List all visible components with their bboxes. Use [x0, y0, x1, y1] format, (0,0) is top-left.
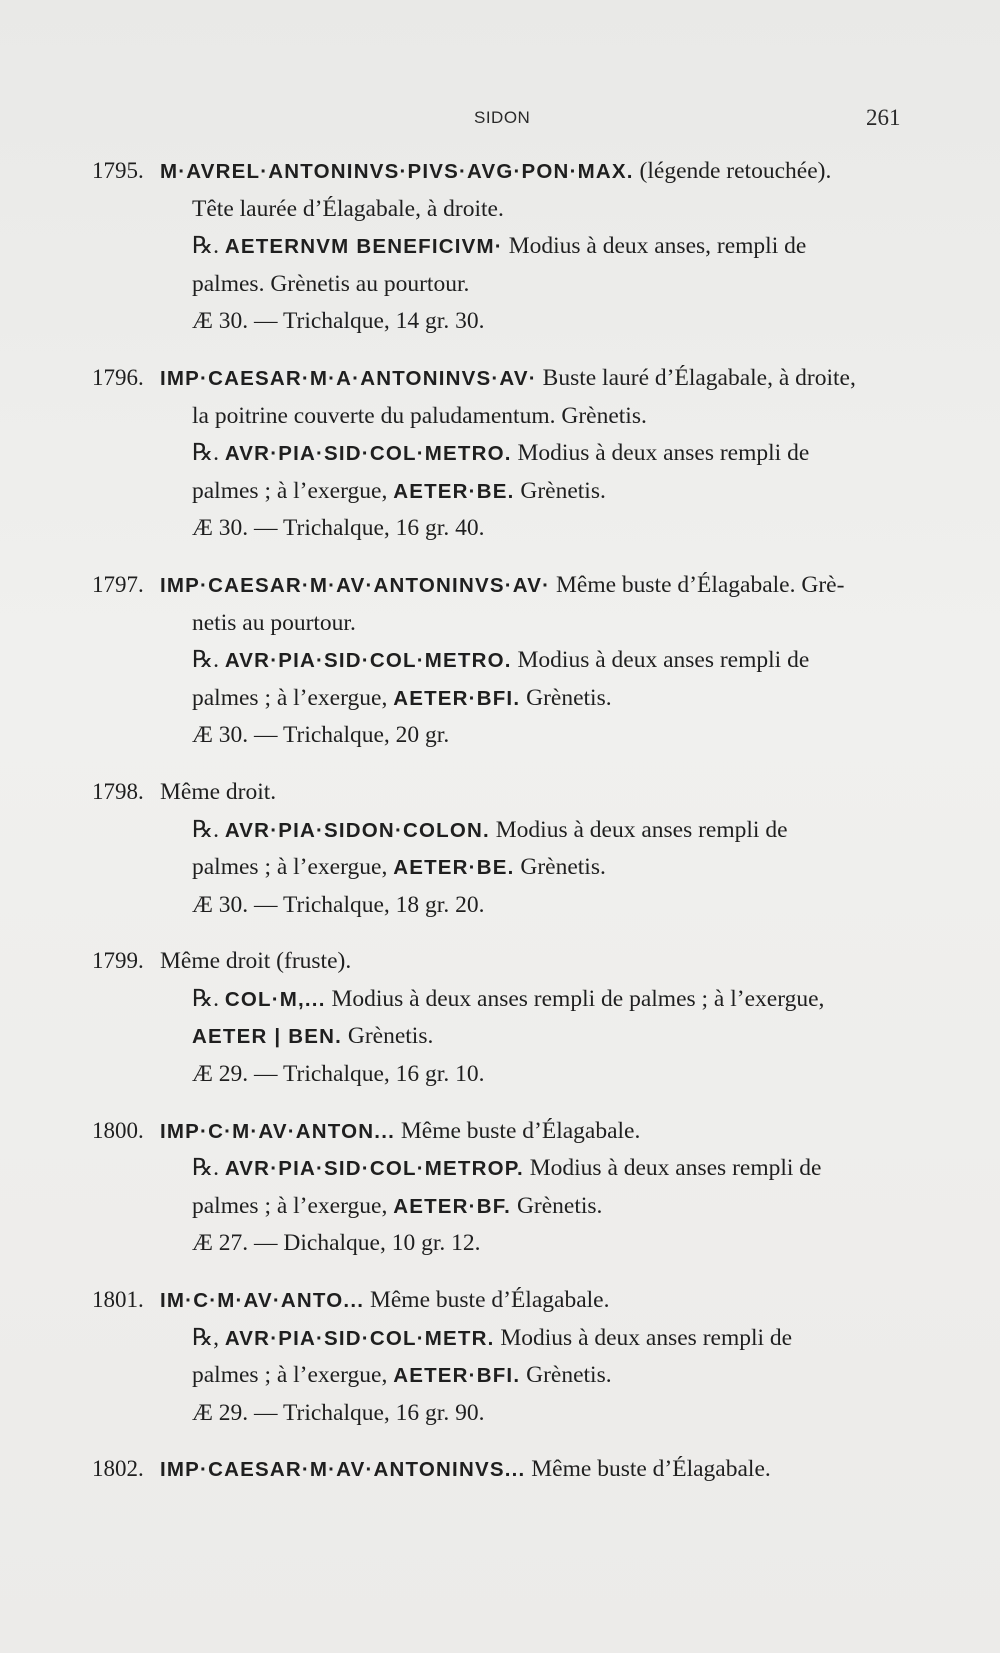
- description-text: Grènetis.: [520, 684, 612, 711]
- coin-legend: AVR·PIA·SIDON·COLON.: [224, 818, 490, 842]
- entry-line: [92, 1150, 912, 1188]
- page-header: [0, 105, 1000, 138]
- coin-legend: AETER·BF.: [393, 1194, 512, 1218]
- description-text: Modius à deux anses rempli de: [494, 1324, 793, 1351]
- entry-line: [92, 1056, 912, 1094]
- entry-line: [92, 191, 912, 229]
- entry-line: [92, 1357, 912, 1395]
- description-text: Modius à deux anses rempli de palmes ; à l’exergue,: [325, 985, 825, 1012]
- entry-line: [92, 266, 912, 304]
- entry-line: [92, 680, 912, 718]
- description-text: ℞.: [192, 816, 225, 843]
- description-text: ℞.: [192, 233, 225, 260]
- entry-number: 1795.: [92, 158, 144, 183]
- entry-number: 1801.: [92, 1287, 144, 1313]
- description-text: Même buste d’Élagabale.: [395, 1117, 641, 1144]
- entry-number: 1797.: [92, 571, 144, 597]
- entry-number: 1798.: [92, 778, 144, 804]
- catalogue-entry: [92, 1281, 912, 1432]
- entry-number: 1799.: [92, 948, 144, 974]
- description-text: la poitrine couverte du paludamentum. Grènetis.: [192, 402, 647, 429]
- coin-legend: IMP·C·M·AV·ANTON...: [160, 1119, 395, 1143]
- description-text: (légende retouchée).: [633, 158, 832, 184]
- coin-legend: AETERNVM BENEFICIVM·: [224, 235, 503, 259]
- entry-line: [92, 642, 912, 680]
- entry-line: [92, 1320, 912, 1358]
- coin-legend: AETER·BFI.: [393, 686, 521, 710]
- entry-line: [92, 303, 912, 341]
- description-text: Modius à deux anses rempli de: [511, 647, 810, 674]
- catalogue-entry: [92, 566, 912, 755]
- description-text: Modius à deux anses rempli de: [511, 440, 810, 467]
- description-text: Æ 29. — Trichalque, 16 gr. 10.: [192, 1061, 485, 1088]
- description-text: netis au pourtour.: [192, 609, 356, 636]
- description-text: Même buste d’Élagabale.: [525, 1456, 771, 1483]
- entry-line: [92, 152, 912, 191]
- coin-legend: AETER·BE.: [393, 479, 515, 503]
- description-text: ℞,: [192, 1324, 225, 1351]
- coin-legend: AVR·PIA·SID·COL·METRO.: [224, 442, 512, 466]
- coin-legend: AETER | BEN.: [192, 1025, 342, 1049]
- description-text: Æ 30. — Trichalque, 20 gr.: [192, 722, 450, 749]
- entry-line: [92, 1450, 912, 1489]
- description-text: ℞.: [192, 647, 225, 674]
- entry-line: [92, 981, 912, 1019]
- description-text: Même buste d’Élagabale. Grè-: [550, 571, 845, 598]
- description-text: Modius à deux anses, rempli de: [502, 233, 807, 260]
- description-text: Grènetis.: [514, 854, 606, 881]
- catalogue-entry: [92, 359, 912, 548]
- entry-line: [92, 1395, 912, 1433]
- entry-line: [92, 849, 912, 887]
- description-text: Même droit.: [160, 778, 277, 805]
- entry-line: [92, 1188, 912, 1226]
- description-text: ℞.: [192, 440, 225, 467]
- entry-line: [92, 1281, 912, 1320]
- description-text: Tête laurée d’Élagabale, à droite.: [192, 195, 504, 222]
- entry-number: 1796.: [92, 364, 144, 390]
- catalogue-entry: [92, 1450, 912, 1489]
- entry-line: [92, 398, 912, 436]
- entry-line: [92, 717, 912, 755]
- description-text: palmes ; à l’exergue,: [192, 477, 394, 504]
- coin-legend: AVR·PIA·SID·COL·METRO.: [224, 649, 512, 673]
- coin-legend: IM·C·M·AV·ANTO...: [160, 1289, 365, 1313]
- entry-number: 1800.: [92, 1117, 144, 1143]
- entry-line: [92, 228, 912, 266]
- coin-legend: M·AVREL·ANTONINVS·PIVS·AVG·PON·MAX.: [160, 160, 634, 183]
- description-text: Modius à deux anses rempli de: [489, 816, 788, 843]
- description-text: Grènetis.: [520, 1362, 612, 1389]
- description-text: Grènetis.: [341, 1023, 434, 1050]
- entry-line: [92, 1018, 912, 1056]
- description-text: Æ 29. — Trichalque, 16 gr. 90.: [192, 1399, 485, 1426]
- catalogue-entry: [92, 942, 912, 1093]
- entry-line: [92, 605, 912, 643]
- entry-line: [92, 1225, 912, 1263]
- description-text: ℞.: [192, 1155, 225, 1182]
- description-text: palmes ; à l’exergue,: [192, 1192, 394, 1219]
- description-text: Buste lauré d’Élagabale, à droite,: [536, 364, 856, 391]
- entry-line: [92, 1112, 912, 1151]
- description-text: Modius à deux anses rempli de: [523, 1155, 822, 1182]
- entry-line: [92, 812, 912, 850]
- description-text: Même droit (fruste).: [160, 948, 352, 975]
- coin-legend: COL·M,...: [224, 987, 326, 1011]
- entry-line: [92, 566, 912, 605]
- catalogue-entries: [92, 152, 912, 1507]
- coin-legend: AVR·PIA·SID·COL·METR.: [224, 1326, 495, 1350]
- entry-line: [92, 359, 912, 398]
- description-text: Grènetis.: [514, 477, 606, 504]
- description-text: palmes. Grènetis au pourtour.: [192, 270, 470, 297]
- entry-number: 1802.: [92, 1456, 144, 1482]
- catalogue-entry: [92, 152, 912, 341]
- description-text: palmes ; à l’exergue,: [192, 1362, 394, 1389]
- coin-legend: IMP·CAESAR·M·A·ANTONINVS·AV·: [160, 366, 537, 390]
- page-number: 261: [866, 105, 901, 130]
- entry-line: [92, 473, 912, 511]
- description-text: ℞.: [192, 985, 225, 1012]
- catalogue-entry: [92, 773, 912, 924]
- coin-legend: AVR·PIA·SID·COL·METROP.: [224, 1157, 524, 1181]
- description-text: Æ 27. — Dichalque, 10 gr. 12.: [192, 1230, 481, 1257]
- description-text: Même buste d’Élagabale.: [364, 1287, 610, 1314]
- catalogue-entry: [92, 1112, 912, 1263]
- description-text: Grènetis.: [511, 1192, 603, 1219]
- coin-legend: AETER·BFI.: [393, 1364, 521, 1388]
- entry-line: [92, 510, 912, 548]
- running-title: SIDON: [474, 108, 531, 127]
- coin-legend: IMP·CAESAR·M·AV·ANTONINVS·AV·: [160, 573, 551, 597]
- description-text: Æ 30. — Trichalque, 18 gr. 20.: [192, 891, 485, 918]
- entry-line: [92, 887, 912, 925]
- description-text: Æ 30. — Trichalque, 16 gr. 40.: [192, 515, 485, 542]
- description-text: Æ 30. — Trichalque, 14 gr. 30.: [192, 308, 485, 335]
- coin-legend: AETER·BE.: [393, 856, 515, 880]
- entry-line: [92, 942, 912, 981]
- entry-line: [92, 773, 912, 812]
- entry-line: [92, 435, 912, 473]
- coin-legend: IMP·CAESAR·M·AV·ANTONINVS...: [160, 1458, 526, 1482]
- description-text: palmes ; à l’exergue,: [192, 854, 394, 881]
- description-text: palmes ; à l’exergue,: [192, 684, 394, 711]
